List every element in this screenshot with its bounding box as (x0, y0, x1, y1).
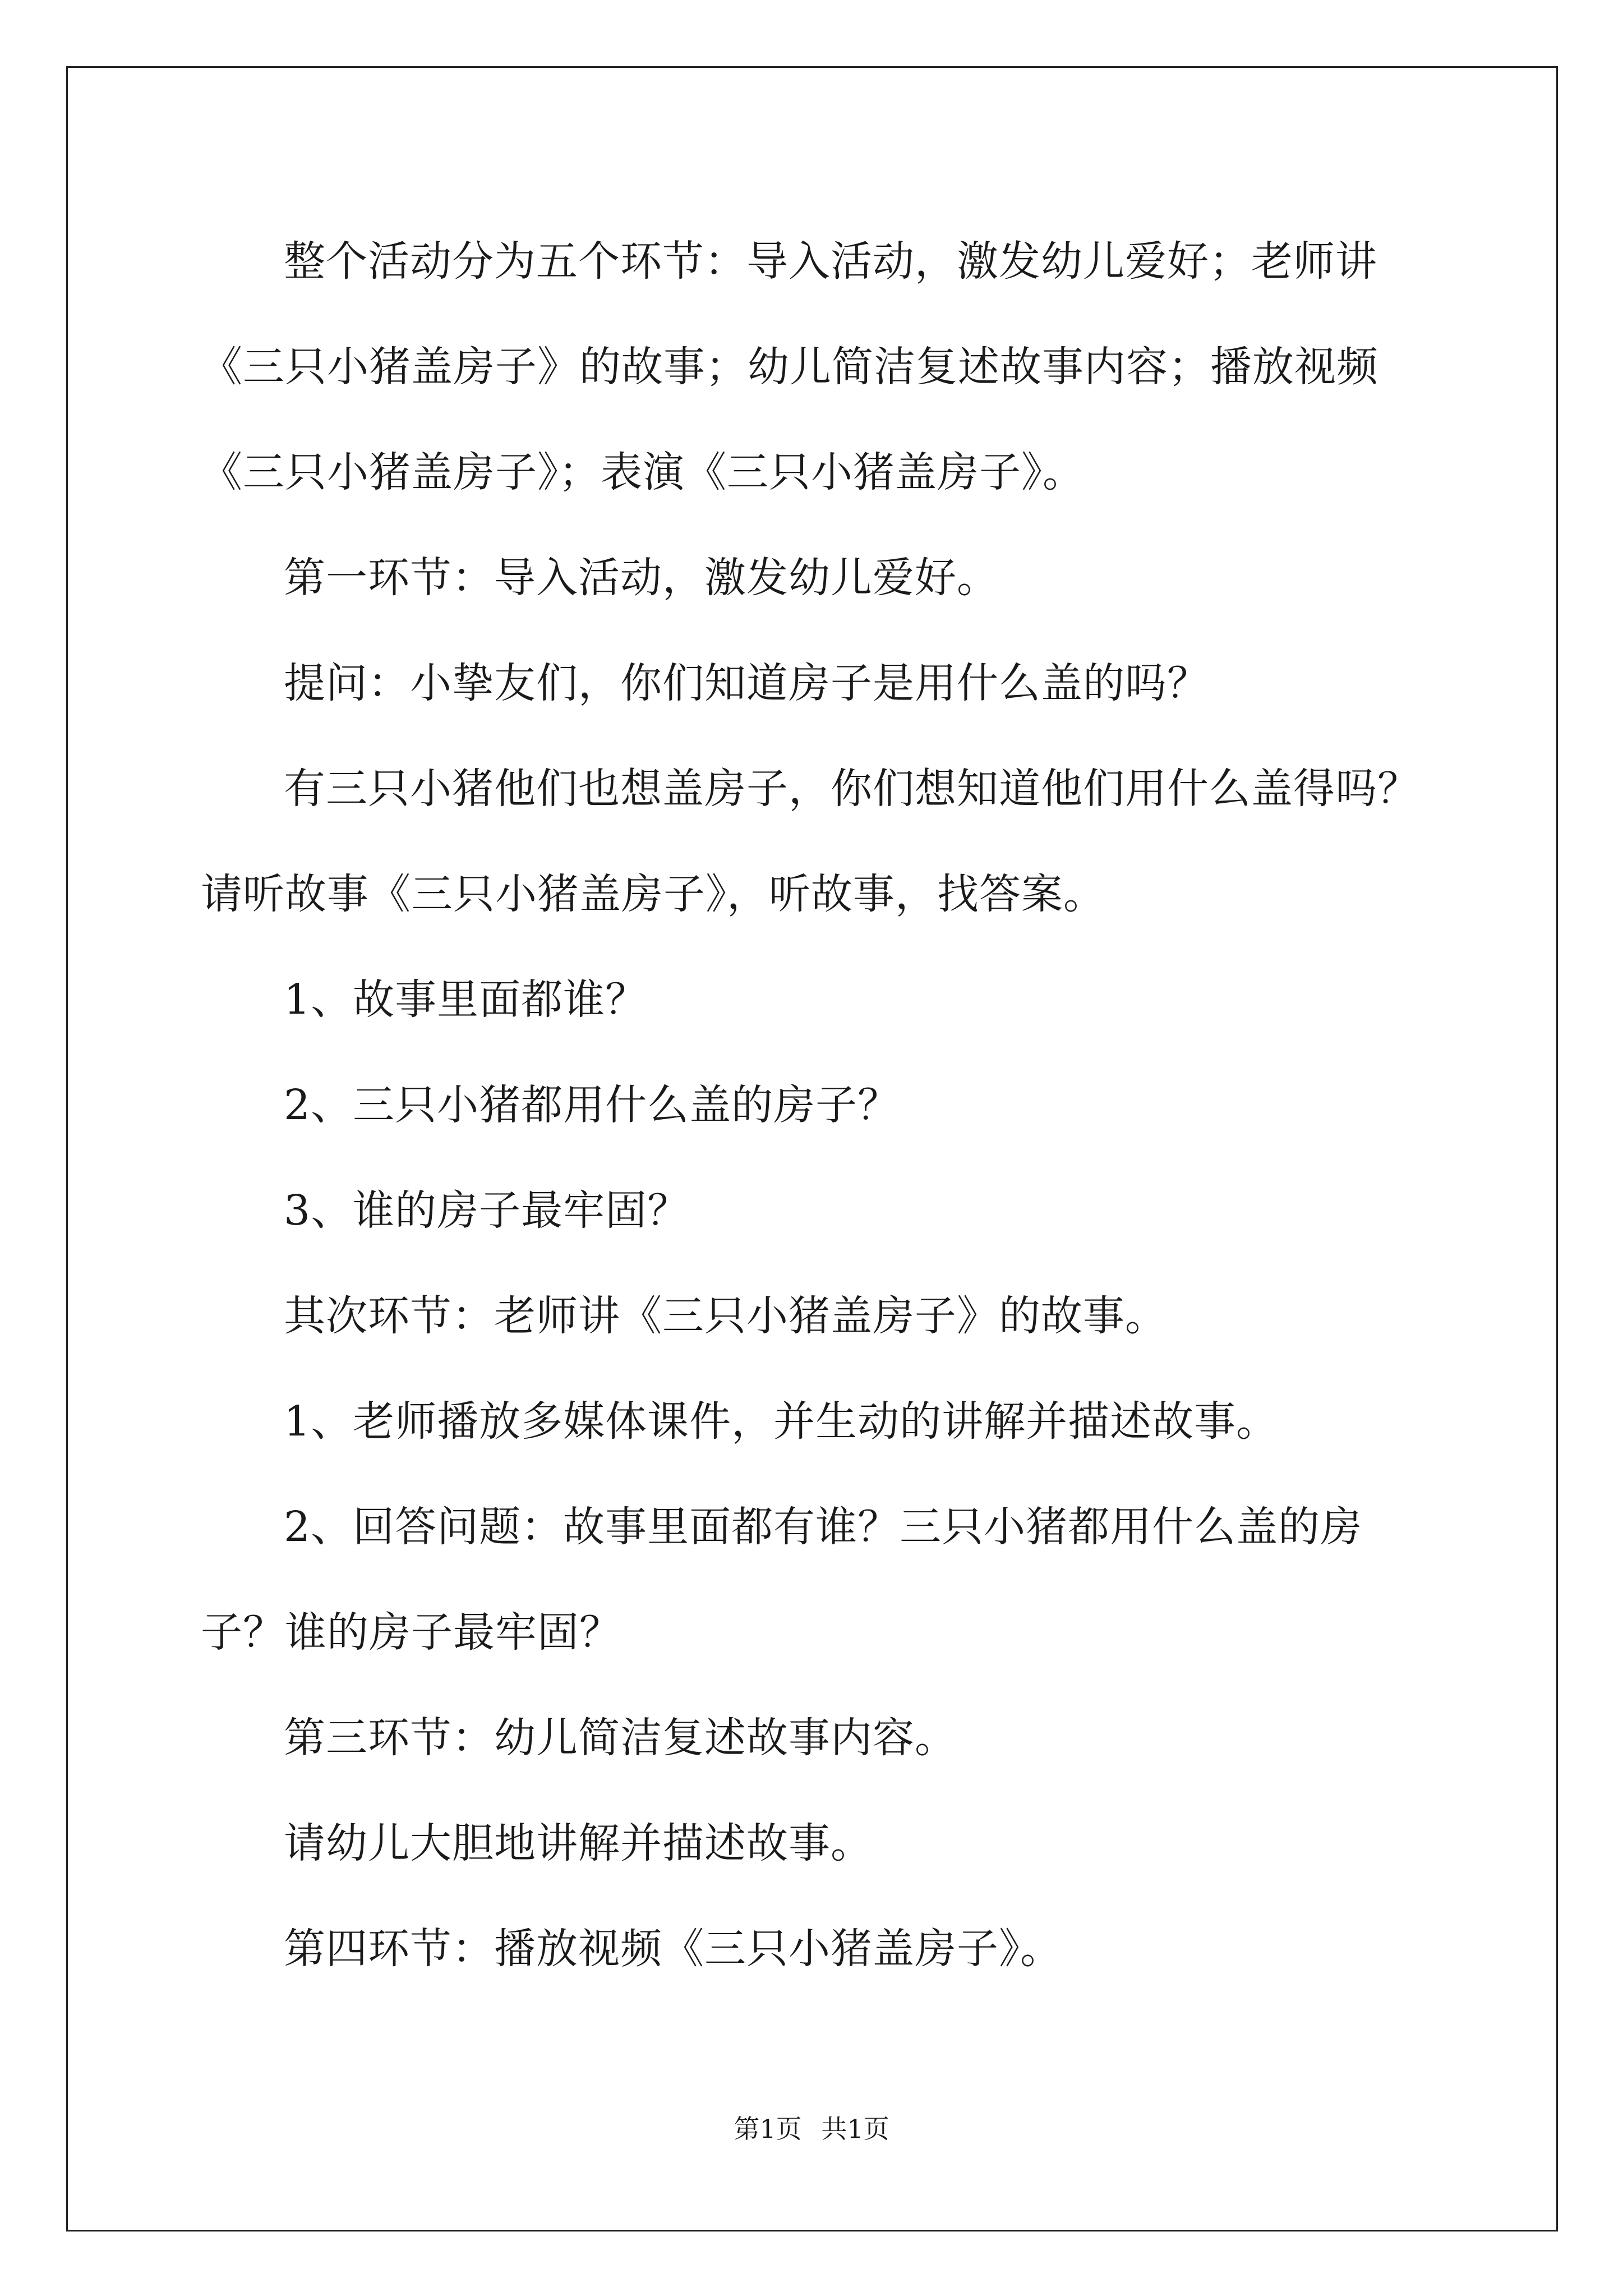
paragraph-step-two: 其次环节：老师讲《三只小猪盖房子》的故事。 (284, 1292, 1167, 1340)
page-number: 第1页 (734, 2114, 802, 2144)
paragraph-step-three: 第三环节：幼儿简洁复述故事内容。 (284, 1714, 957, 1762)
paragraph-story-prompt: 有三只小猪他们也想盖房子，你们想知道他们用什么盖得吗？请听故事《三只小猪盖房子》，听故事，找答案。 (201, 765, 1419, 918)
paragraph-question-3: 3、谁的房子最牢固？ (284, 1186, 690, 1235)
paragraph-step-two-1: 1、老师播放多媒体课件，并生动的讲解并描述故事。 (284, 1397, 1279, 1446)
page-total: 共1页 (821, 2114, 889, 2144)
paragraph-retell: 请幼儿大胆地讲解并描述故事。 (284, 1819, 873, 1867)
paragraph-question-1: 1、故事里面都谁？ (284, 976, 648, 1024)
paragraph-step-one: 第一环节：导入活动，激发幼儿爱好。 (284, 554, 999, 602)
paragraph-step-four: 第四环节：播放视频《三只小猪盖房子》。 (284, 1925, 1062, 1973)
paragraph-intro: 整个活动分为五个环节：导入活动，激发幼儿爱好；老师讲《三只小猪盖房子》的故事；幼儿简洁复述故事内容；播放视频《三只小猪盖房子》；表演《三只小猪盖房子》。 (201, 237, 1378, 496)
page-footer (0, 2112, 1623, 2146)
paragraph-question-2: 2、三只小猪都用什么盖的房子？ (284, 1081, 900, 1129)
paragraph-question: 提问：小挚友们，你们知道房子是用什么盖的吗？ (284, 659, 1209, 707)
paragraph-step-two-2: 2、回答问题：故事里面都有谁？三只小猪都用什么盖的房子？谁的房子最牢固？ (201, 1503, 1363, 1657)
document-body (201, 209, 1429, 2001)
